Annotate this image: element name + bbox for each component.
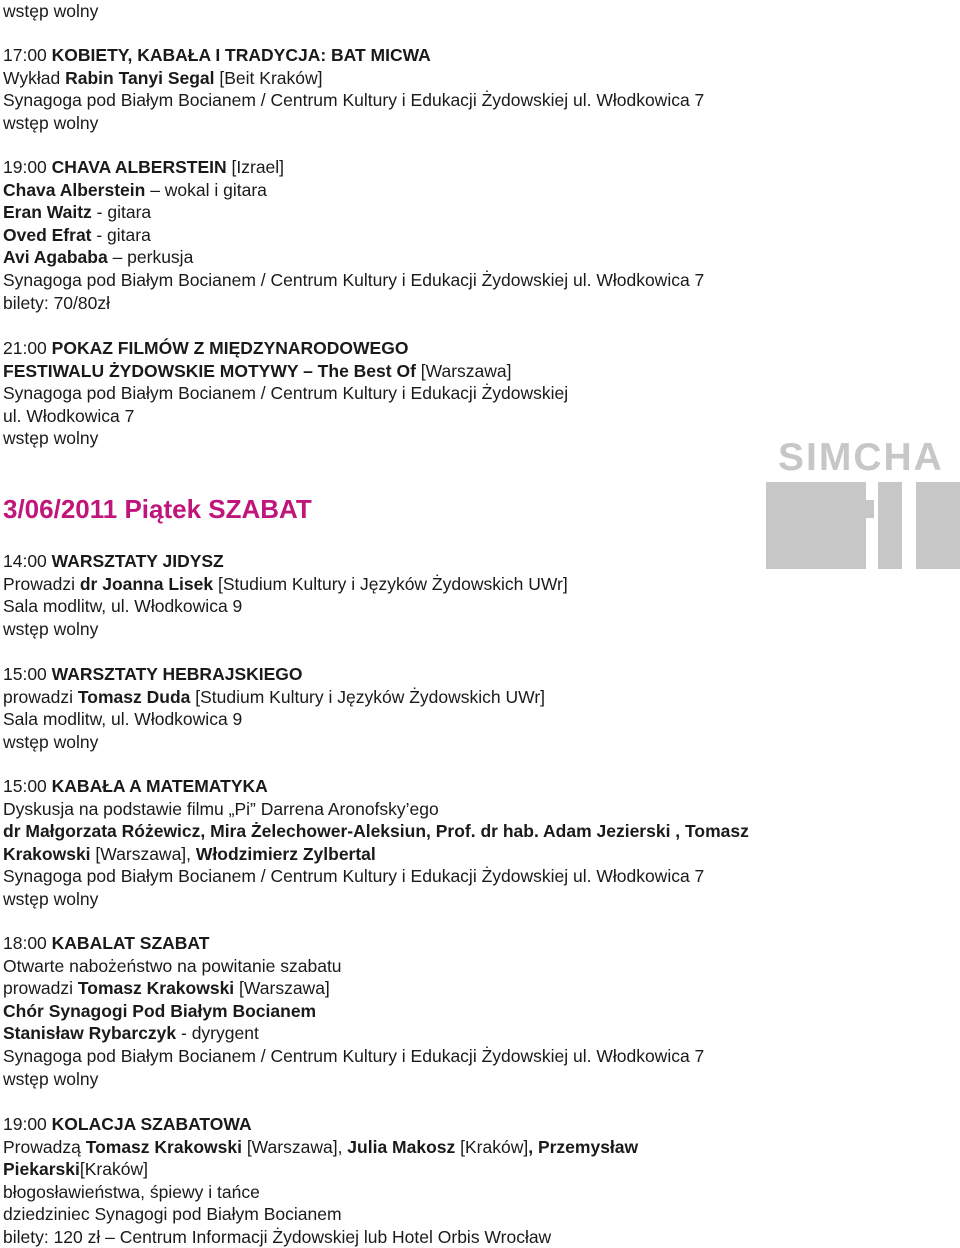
text-segment: Wykład [3, 67, 66, 88]
event-detail-line [3, 246, 193, 268]
text-segment: wstęp wolny [3, 1068, 99, 1089]
text-segment: [Izrael] [226, 157, 285, 177]
text-segment: Synagoga pod Białym Bocianem / Centrum Kultury i Edukacji Żydowskiej ul. Włodkowica 7 [3, 1046, 705, 1066]
event-title-line [3, 337, 408, 359]
bold-text: dr Małgorzata Różewicz, Mira Żelechower-Aleksiun, Prof. dr hab. Adam Jezierski , Tomasz [3, 821, 749, 842]
text-segment: prowadzi [3, 978, 78, 999]
event-detail-line [3, 292, 110, 314]
event-title-line [3, 775, 268, 797]
text-segment: bilety: 70/80zł [3, 292, 111, 313]
text-segment: Prowadzą [3, 1136, 86, 1157]
text-segment: [Studium Kultury i Języków Żydowskich UWr] [213, 573, 568, 594]
event-detail-line [3, 686, 545, 708]
event-title-line [3, 156, 284, 178]
text-segment: 19:00 [3, 1114, 52, 1134]
event-detail-line [3, 595, 242, 617]
event-detail-line [3, 179, 267, 201]
event-detail-line [3, 67, 323, 89]
event-detail-line [3, 382, 568, 404]
day-heading: 3/06/2011 Piątek SZABAT [3, 494, 312, 524]
event-title-line [3, 550, 224, 572]
bold-text: dr Joanna Lisek [79, 573, 214, 594]
bold-text: Tomasz Krakowski [77, 978, 235, 999]
event-detail-line [3, 1158, 148, 1180]
logo-bar-left [766, 482, 866, 569]
event-detail-line [3, 1203, 342, 1225]
bold-text: Tomasz Duda [77, 686, 191, 707]
text-segment: 15:00 [3, 664, 52, 684]
logo-text: SIMCHA [778, 436, 944, 479]
text-segment: 18:00 [3, 933, 52, 953]
bold-text: WARSZTATY JIDYSZ [51, 551, 224, 571]
event-detail-line [3, 843, 376, 865]
event-detail-line [3, 269, 704, 291]
text-segment: - dyrygent [176, 1023, 259, 1044]
text-segment: Synagoga pod Białym Bocianem / Centrum Kultury i Edukacji Żydowskiej [3, 383, 569, 404]
event-detail-line [3, 1136, 638, 1158]
text-segment: Synagoga pod Białym Bocianem / Centrum Kultury i Edukacji Żydowskiej ul. Włodkowica 7 [3, 90, 705, 111]
bold-text: KABALAT SZABAT [51, 933, 210, 953]
text-segment: 21:00 [3, 338, 52, 358]
text-segment: [Warszawa] [234, 978, 330, 999]
text-segment: bilety: 120 zł – Centrum Informacji Żydowskiej lub Hotel Orbis Wrocław [3, 1227, 552, 1247]
text-segment: dziedziniec Synagogi pod Białym Bocianem [3, 1204, 342, 1225]
text-segment: Sala modlitw, ul. Włodkowica 9 [3, 596, 243, 617]
text-segment: 15:00 [3, 776, 52, 796]
bold-text: Tomasz Krakowski [85, 1136, 242, 1157]
text-segment: Otwarte nabożeństwo na powitanie szabatu [3, 955, 342, 976]
text-segment: Prowadzi [3, 573, 80, 594]
bold-text: Stanisław Rybarczyk [3, 1023, 177, 1044]
bold-text: Włodzimierz Zylbertal [195, 843, 376, 864]
event-detail-line [3, 618, 98, 640]
text-segment: wstęp wolny [3, 1, 99, 21]
event-detail-line [3, 888, 98, 910]
text-segment: [Warszawa], [90, 843, 196, 864]
simcha-logo [766, 438, 960, 569]
text-segment: Synagoga pod Białym Bocianem / Centrum Kultury i Edukacji Żydowskiej ul. Włodkowica 7 [3, 866, 705, 887]
text-segment: ul. Włodkowica 7 [3, 405, 135, 426]
event-detail-line [3, 89, 704, 111]
event-detail-line [3, 360, 512, 382]
text-segment: 14:00 [3, 551, 52, 571]
text-segment: – perkusja [107, 247, 194, 268]
bold-text: POKAZ FILMÓW Z MIĘDZYNARODOWEGO [51, 338, 409, 358]
text-segment: [Warszawa] [415, 360, 512, 381]
logo-bar-mid [878, 482, 902, 569]
bold-text: KOBIETY, KABAŁA I TRADYCJA: BAT MICWA [51, 45, 431, 65]
event-detail-line [3, 427, 98, 449]
bold-text: KABAŁA A MATEMATYKA [51, 776, 268, 796]
event-detail-line [3, 201, 151, 223]
text-segment: [Kraków] [79, 1159, 148, 1180]
event-detail-line [3, 1000, 316, 1022]
text-segment: Synagoga pod Białym Bocianem / Centrum Kultury i Edukacji Żydowskiej ul. Włodkowica 7 [3, 270, 705, 290]
text-segment: prowadzi [3, 686, 78, 707]
bold-text: Chava Alberstein [3, 179, 146, 200]
event-detail-line [3, 1226, 551, 1248]
event-detail-line [3, 1045, 704, 1067]
bold-text: WARSZTATY HEBRAJSKIEGO [51, 664, 303, 684]
bold-text: FESTIWALU ŻYDOWSKIE MOTYWY – The Best Of [3, 360, 416, 381]
event-detail-line [3, 224, 151, 246]
text-segment: - gitara [91, 224, 151, 245]
text-segment: – wokal i gitara [145, 179, 267, 200]
event-title-line [3, 0, 98, 22]
text-segment: wstęp wolny [3, 618, 99, 639]
text-segment: wstęp wolny [3, 428, 99, 449]
event-detail-line [3, 708, 242, 730]
bold-text: KOLACJA SZABATOWA [51, 1114, 252, 1134]
text-segment: [Kraków] [455, 1136, 529, 1157]
event-detail-line [3, 865, 704, 887]
event-detail-line [3, 820, 749, 842]
bold-text: CHAVA ALBERSTEIN [51, 157, 227, 177]
logo-notch [866, 500, 874, 518]
bold-text: , Przemysław [528, 1136, 639, 1157]
event-detail-line [3, 977, 330, 999]
event-detail-line [3, 1022, 259, 1044]
text-segment: Dyskusja na podstawie filmu „Pi” Darrena Aronofsky’ego [3, 798, 439, 819]
event-title-line [3, 932, 209, 954]
text-segment: - gitara [91, 202, 152, 223]
bold-text: Rabin Tanyi Segal [65, 67, 215, 88]
event-detail-line [3, 798, 439, 820]
logo-bar-right [916, 482, 960, 569]
bold-text: Oved Efrat [3, 224, 92, 245]
event-detail-line [3, 731, 98, 753]
text-segment: wstęp wolny [3, 112, 99, 133]
event-title-line [3, 663, 303, 685]
event-detail-line [3, 112, 98, 134]
event-detail-line [3, 573, 568, 595]
text-segment: 19:00 [3, 157, 52, 177]
event-title-line [3, 44, 431, 66]
text-segment: błogosławieństwa, śpiewy i tańce [3, 1181, 260, 1202]
bold-text: Eran Waitz [3, 202, 92, 223]
text-segment: wstęp wolny [3, 731, 99, 752]
text-segment: 17:00 [3, 45, 52, 65]
event-detail-line [3, 955, 342, 977]
bold-text: Chór Synagogi Pod Białym Bocianem [3, 1000, 317, 1021]
text-segment: wstęp wolny [3, 889, 99, 909]
text-segment: [Studium Kultury i Języków Żydowskich UWr] [190, 686, 546, 707]
event-title-line [3, 1113, 252, 1135]
bold-text: Avi Agababa [3, 247, 108, 268]
bold-text: Krakowski [3, 843, 91, 864]
text-segment: [Warszawa], [241, 1136, 348, 1157]
event-detail-line [3, 1181, 260, 1203]
text-segment: Sala modlitw, ul. Włodkowica 9 [3, 709, 243, 730]
bold-text: Piekarski [3, 1159, 80, 1180]
bold-text: Julia Makosz [347, 1136, 456, 1157]
event-detail-line [3, 1068, 98, 1090]
text-segment: [Beit Kraków] [214, 67, 323, 88]
event-detail-line [3, 405, 134, 427]
